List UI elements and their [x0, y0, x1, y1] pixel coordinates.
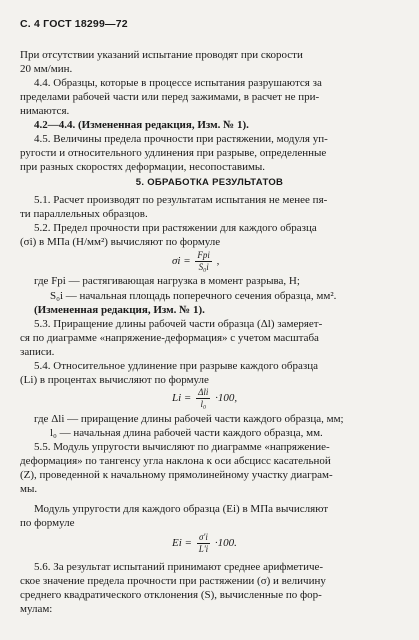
amendment-note: 4.2—4.4. (Измененная редакция, Изм. № 1). [34, 119, 249, 131]
text-line: ти параллельных образцов. [20, 208, 148, 220]
text-line: где Fpi — растягивающая нагрузка в момент разрыва, Н; [34, 275, 300, 287]
text-line: При отсутствии указаний испытание проводят при скорости [20, 49, 303, 61]
text-line: 5.6. За результат испытаний принимают среднее арифметиче- [34, 561, 324, 573]
page-header: С. 4 ГОСТ 18299—72 [20, 18, 128, 30]
text-line: 4.4. Образцы, которые в процессе испытания разрушаются за [34, 77, 322, 89]
text-line: 5.3. Приращение длины рабочей части образца (Δl) замеряет- [34, 318, 323, 330]
section-heading: 5. ОБРАБОТКА РЕЗУЛЬТАТОВ [135, 177, 284, 188]
text-line: 5.5. Модуль упругости вычисляют по диаграмме «напряжение- [34, 441, 330, 453]
text-line: пределами рабочей части или перед зажимами, в расчет не при- [20, 91, 320, 103]
text-line: ское значение предела прочности при растяжении (σ) и величину [20, 575, 326, 587]
text-line: мы. [20, 483, 38, 495]
text-line: (Li) в процентах вычисляют по формуле [20, 374, 209, 386]
text-line: S₀i — начальная площадь поперечного сечения образца, мм². [50, 290, 337, 302]
text-line: нимаются. [20, 105, 70, 117]
formula-strength: σi = $\frac{\text{Fpi}}{\text{S₀i}}$ , [172, 250, 220, 272]
text-line: 4.5. Величины предела прочности при растяжении, модуля уп- [34, 133, 328, 145]
text-line: 5.2. Предел прочности при растяжении для каждого образца [34, 222, 317, 234]
text-line: ся по диаграмме «напряжение-деформация» с учетом масштаба [20, 332, 319, 344]
text-line: 5.4. Относительное удлинение при разрыве каждого образца [34, 360, 318, 372]
text-line: среднего квадратического отклонения (S), вычисленные по фор- [20, 589, 322, 601]
text-line: (σi) в МПа (Н/мм²) вычисляют по формуле [20, 236, 221, 248]
text-line: записи. [20, 346, 55, 358]
text-line: 5.1. Расчет производят по результатам испытания не менее пя- [34, 194, 328, 206]
text-line: ругости и относительного удлинения при разрыве, определенные [20, 147, 327, 159]
formula-modulus: Ei = $\frac{\sigma'i}{L'i}$ ·100. [172, 532, 237, 554]
amendment-note: (Измененная редакция, Изм. № 1). [34, 304, 205, 316]
text-line: мулам: [20, 603, 53, 615]
fraction: $\frac{\sigma'i}{L'i}$ [198, 532, 209, 554]
text-line: Модуль упругости для каждого образца (Ei) в МПа вычисляют [34, 503, 329, 515]
text-line: 20 мм/мин. [20, 63, 73, 75]
fraction: $\frac{\text{Δli}}{\text{l₀}}$ [198, 387, 209, 409]
text-line: где Δli — приращение длины рабочей части каждого образца, мм; [34, 413, 344, 425]
text-line: l₀ — начальная длина рабочей части каждого образца, мм. [50, 427, 323, 439]
formula-elongation: Li = $\frac{\text{Δli}}{\text{l₀}}$ ·100, [172, 387, 238, 409]
text-line: по формуле [20, 517, 75, 529]
text-line: (Z), проведенной к начальному прямолинейному участку диаграм- [20, 469, 333, 481]
text-line: деформация» по тангенсу угла наклона к оси абсцисс касательной [20, 455, 331, 467]
fraction: $\frac{\text{Fpi}}{\text{S₀i}}$ [197, 250, 210, 272]
text-line: при разных скоростях деформации, несопоставимы. [20, 161, 266, 173]
